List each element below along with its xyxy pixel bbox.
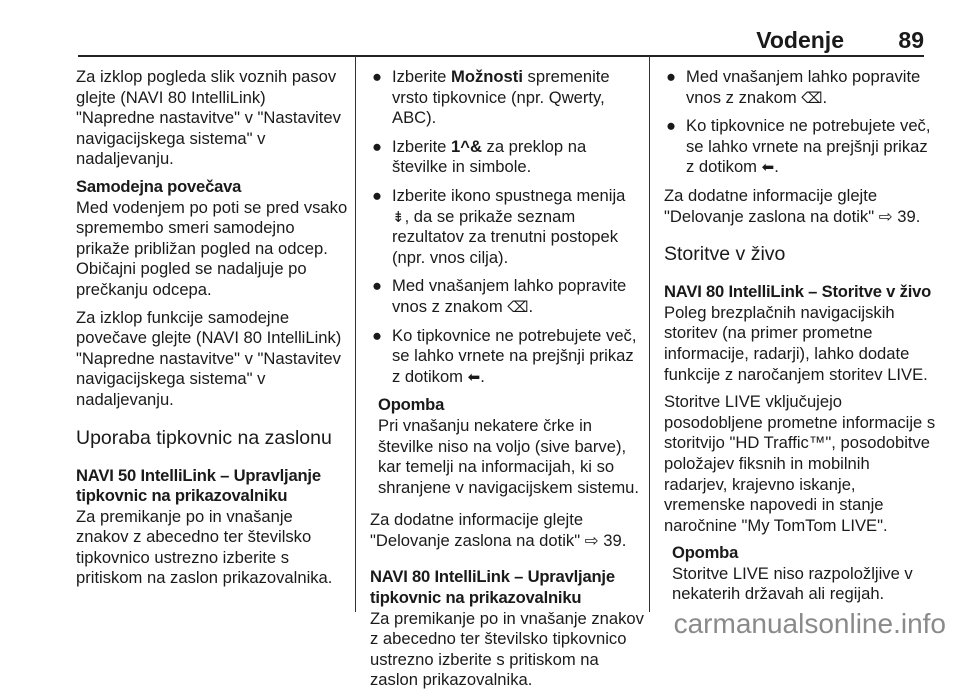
- list-item: ● Ko tipkovnice ne potrebujete več, se lahko vrnete na prejšnji prikaz z dotikom ⬅.: [372, 325, 637, 386]
- column-divider-1: [355, 56, 356, 612]
- subheading-navi80-live: NAVI 80 IntelliLink – Storitve v živo: [664, 282, 932, 302]
- list-item: ● Med vnašanjem lahko popravite vnos z znakom ⌫.: [666, 67, 921, 107]
- backspace-icon: ⌫: [507, 297, 529, 316]
- dropdown-menu-icon: ⇟: [392, 207, 405, 226]
- section-heading-keyboards: Uporaba tipkovnic na zaslonu: [76, 426, 332, 449]
- paragraph: Storitve LIVE vključujejo posodobljene prometne informacije s storitvijo "HD Traffic™", posodobitve položajev fiksnih in mobilnih radarjev, krajevno iskanje, vremenske napovedi in stanje naročnine "My TomTom LIVE".: [664, 392, 936, 535]
- back-arrow-icon: ⬅: [761, 158, 775, 177]
- paragraph: Za premikanje po in vnašanje znakov z abecedno ter številsko tipkovnico ustrezno izberite s pritiskom na zaslon prikazovalnika.: [76, 506, 333, 588]
- paragraph: Poleg brezplačnih navigacijskih storitev (na primer prometne informacije, radarji), lahko dodate funkcije z naročanjem storitev LIVE.: [664, 302, 928, 384]
- symbols-key-label: 1^&: [451, 136, 482, 156]
- bullet: ●: [666, 67, 677, 86]
- column-2: [370, 67, 644, 698]
- cross-reference: Za dodatne informacije glejte "Delovanje zaslona na dotik" ⇨ 39.: [664, 185, 921, 226]
- note-box: [664, 543, 936, 605]
- bullet: ●: [372, 185, 383, 205]
- paragraph: Za izklop pogleda slik voznih pasov glejte (NAVI 80 IntelliLink) "Napredne nastavitve" v "Nastavitev navigacijskega sistema" v nadaljevanju.: [76, 67, 341, 169]
- bullet: ●: [372, 67, 383, 86]
- note-text: Storitve LIVE niso razpoložljive v nekaterih državah ali regijah.: [672, 563, 913, 604]
- list-item: ● Izberite Možnosti spremenite vrsto tipkovnice (npr. Qwerty, ABC).: [372, 67, 610, 128]
- list-item: ● Ko tipkovnice ne potrebujete več, se lahko vrnete na prejšnji prikaz z dotikom ⬅.: [666, 116, 931, 177]
- paragraph: Za izklop funkcije samodejne povečave glejte (NAVI 80 IntelliLink) "Napredne nastavitve" v "Nastavitev navigacijskega sistema" v nadaljevanju.: [76, 307, 342, 409]
- backspace-icon: ⌫: [801, 88, 823, 107]
- bullet: ●: [372, 136, 383, 156]
- note-text: Pri vnašanju nekatere črke in številke niso na voljo (sive barve), kar temelji na informacijah, ki so shranjene v navigacijskem sistemu.: [378, 415, 640, 497]
- page-header: [0, 0, 960, 56]
- paragraph: Za premikanje po in vnašanje znakov z abecedno ter številsko tipkovnico ustrezno izberite s pritiskom na zaslon prikazovalnika.: [370, 608, 644, 690]
- note-title: Opomba: [378, 395, 445, 415]
- bullet: ●: [372, 276, 383, 296]
- header-rule: [78, 55, 924, 57]
- column-1: [76, 67, 348, 596]
- column-3: [664, 67, 936, 617]
- note-box: [370, 395, 644, 498]
- subheading-navi50-keyboards: NAVI 50 IntelliLink – Upravljanje tipkovnic na prikazovalniku: [76, 465, 321, 506]
- page-title: Vodenje: [756, 27, 844, 53]
- note-title: Opomba: [672, 543, 739, 563]
- bullet: ●: [372, 325, 383, 345]
- page-number: 89: [898, 27, 924, 53]
- bullet: ●: [666, 116, 677, 136]
- paragraph: Med vodenjem po poti se pred vsako spremembo smeri samodejno prikaže približan pogled na odcep. Običajni pogled se nadaljuje po prečkanju odcepa.: [76, 197, 348, 299]
- cross-reference: Za dodatne informacije glejte "Delovanje zaslona na dotik" ⇨ 39.: [370, 510, 627, 550]
- subheading-navi80-keyboards: NAVI 80 IntelliLink – Upravljanje tipkovnic na prikazovalniku: [370, 567, 615, 608]
- section-heading-live-services: Storitve v živo: [664, 243, 786, 266]
- list-item: ● Izberite ikono spustnega menija ⇟, da se prikaže seznam rezultatov za trenutni postopek (npr. vnos cilja).: [372, 185, 626, 267]
- list-item: ● Izberite 1^& za preklop na številke in simbole.: [372, 136, 587, 177]
- watermark: carmanualsonline.info: [673, 608, 946, 639]
- subheading-auto-zoom: Samodejna povečava: [76, 176, 242, 196]
- back-arrow-icon: ⬅: [467, 367, 481, 386]
- column-divider-2: [649, 56, 650, 612]
- options-label: Možnosti: [451, 67, 523, 86]
- list-item: ● Med vnašanjem lahko popravite vnos z znakom ⌫.: [372, 276, 627, 316]
